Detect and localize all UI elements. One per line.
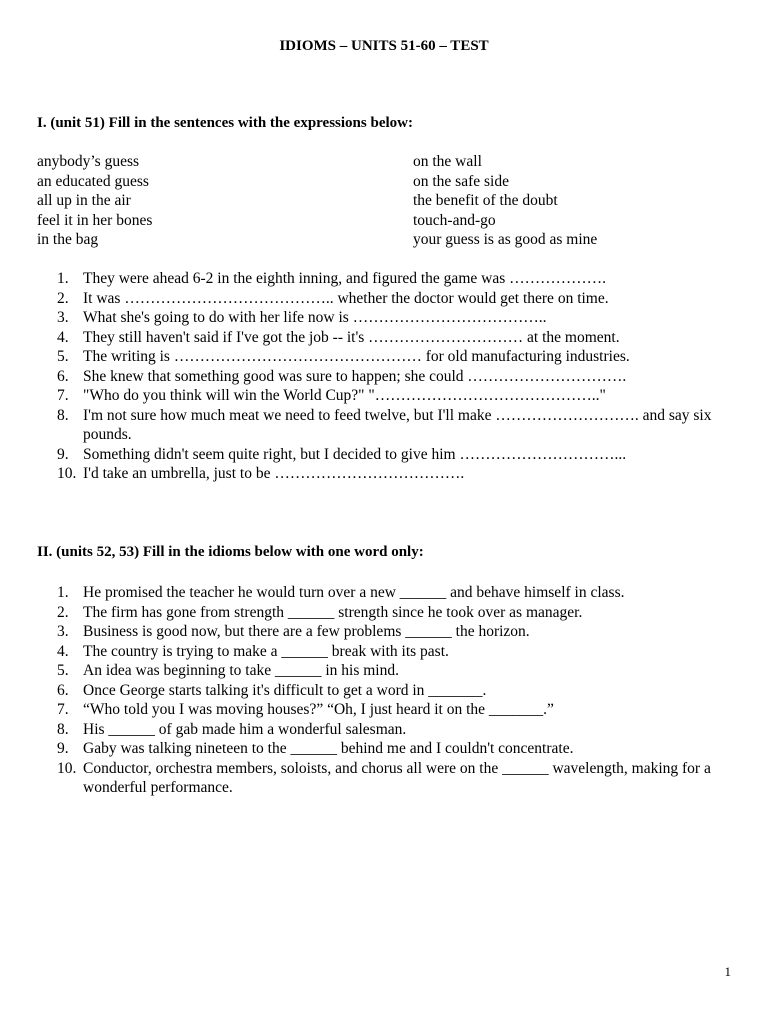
question-number: 1. bbox=[57, 584, 69, 601]
question-text: They still haven't said if I've got the job -- it's ………………………… at the moment. bbox=[83, 328, 620, 346]
expression-item: all up in the air bbox=[37, 192, 131, 209]
expression-item: your guess is as good as mine bbox=[413, 231, 598, 248]
page-title: IDIOMS – UNITS 51-60 – TEST bbox=[279, 38, 489, 54]
question-text: "Who do you think will win the World Cup?" "…………………………………….." bbox=[83, 387, 606, 404]
question-number: 3. bbox=[57, 623, 69, 640]
question-text: I'm not sure how much meat we need to feed twelve, but I'll make ………………………. and say six pounds. bbox=[83, 406, 712, 443]
expression-item: on the wall bbox=[413, 153, 482, 170]
question-number: 2. bbox=[57, 289, 69, 307]
question-number: 2. bbox=[57, 603, 69, 621]
question-number: 5. bbox=[57, 662, 69, 679]
question-text: Once George starts talking it's difficult to get a word in _______. bbox=[83, 681, 487, 699]
question-text: An idea was beginning to take ______ in his mind. bbox=[83, 662, 399, 679]
expression-item: an educated guess bbox=[37, 172, 149, 190]
question-number: 4. bbox=[57, 328, 69, 346]
question-number: 10. bbox=[57, 465, 77, 482]
question-item bbox=[0, 681, 723, 701]
question-number: 7. bbox=[57, 387, 69, 404]
question-item bbox=[0, 700, 723, 720]
section-2-heading: II. (units 52, 53) Fill in the idioms below with one word only: bbox=[37, 544, 424, 560]
question-text: He promised the teacher he would turn over a new ______ and behave himself in class. bbox=[83, 584, 625, 601]
question-number: 9. bbox=[57, 445, 69, 463]
question-text: What she's going to do with her life now is ……………………………….. bbox=[83, 309, 547, 326]
question-text: Business is good now, but there are a few problems ______ the horizon. bbox=[83, 623, 530, 640]
question-item bbox=[0, 661, 723, 681]
question-item bbox=[0, 583, 723, 603]
expression-item: the benefit of the doubt bbox=[413, 192, 558, 209]
question-number: 10. bbox=[57, 759, 77, 777]
section-2-questions bbox=[0, 583, 723, 798]
question-text: They were ahead 6-2 in the eighth inning, and figured the game was ………………. bbox=[83, 270, 606, 287]
question-number: 7. bbox=[57, 701, 69, 718]
question-text: “Who told you I was moving houses?” “Oh, I just heard it on the _______.” bbox=[83, 701, 554, 718]
question-text: The country is trying to make a ______ break with its past. bbox=[83, 642, 449, 660]
question-item bbox=[0, 308, 723, 328]
section-1-heading: I. (unit 51) Fill in the sentences with the expressions below: bbox=[37, 115, 413, 131]
question-number: 6. bbox=[57, 367, 69, 385]
question-text: Something didn't seem quite right, but I decided to give him …………………………... bbox=[83, 445, 627, 463]
question-item bbox=[0, 720, 723, 740]
expression-item: touch-and-go bbox=[413, 211, 496, 229]
question-text: The firm has gone from strength ______ strength since he took over as manager. bbox=[83, 603, 583, 621]
question-text: She knew that something good was sure to happen; she could …………………………. bbox=[83, 367, 627, 385]
question-number: 1. bbox=[57, 270, 69, 287]
question-number: 9. bbox=[57, 740, 69, 757]
question-item bbox=[0, 642, 723, 662]
question-item bbox=[0, 347, 723, 367]
question-item bbox=[0, 445, 723, 465]
question-text: The writing is ………………………………………… for old manufacturing industries. bbox=[83, 348, 630, 365]
question-text: Gaby was talking nineteen to the ______ behind me and I couldn't concentrate. bbox=[83, 740, 574, 757]
question-text: His ______ of gab made him a wonderful salesman. bbox=[83, 720, 407, 738]
expressions-right-column bbox=[413, 152, 597, 250]
question-item bbox=[0, 739, 723, 759]
question-item bbox=[0, 367, 723, 387]
question-text: Conductor, orchestra members, soloists, and chorus all were on the ______ wavelength, making for a wonderful performance. bbox=[83, 759, 711, 796]
expressions-left-column bbox=[37, 152, 152, 250]
question-text: I'd take an umbrella, just to be ………………………………. bbox=[83, 465, 465, 482]
question-item bbox=[0, 759, 723, 798]
question-number: 6. bbox=[57, 681, 69, 699]
page-number: 1 bbox=[724, 964, 731, 979]
question-number: 3. bbox=[57, 309, 69, 326]
section-1-questions bbox=[0, 269, 723, 484]
question-item bbox=[0, 603, 723, 623]
question-item bbox=[0, 622, 723, 642]
question-item bbox=[0, 406, 723, 445]
question-item bbox=[0, 386, 723, 406]
expression-item: anybody’s guess bbox=[37, 153, 140, 170]
question-item bbox=[0, 464, 723, 484]
question-number: 8. bbox=[57, 406, 69, 424]
expression-item: feel it in her bones bbox=[37, 211, 153, 229]
question-number: 4. bbox=[57, 642, 69, 660]
question-item bbox=[0, 328, 723, 348]
question-text: It was ………………………………….. whether the doctor would get there on time. bbox=[83, 289, 609, 307]
question-number: 8. bbox=[57, 720, 69, 738]
question-number: 5. bbox=[57, 348, 69, 365]
expression-item: in the bag bbox=[37, 231, 99, 248]
question-item bbox=[0, 289, 723, 309]
question-item bbox=[0, 269, 723, 289]
expression-item: on the safe side bbox=[413, 172, 509, 190]
